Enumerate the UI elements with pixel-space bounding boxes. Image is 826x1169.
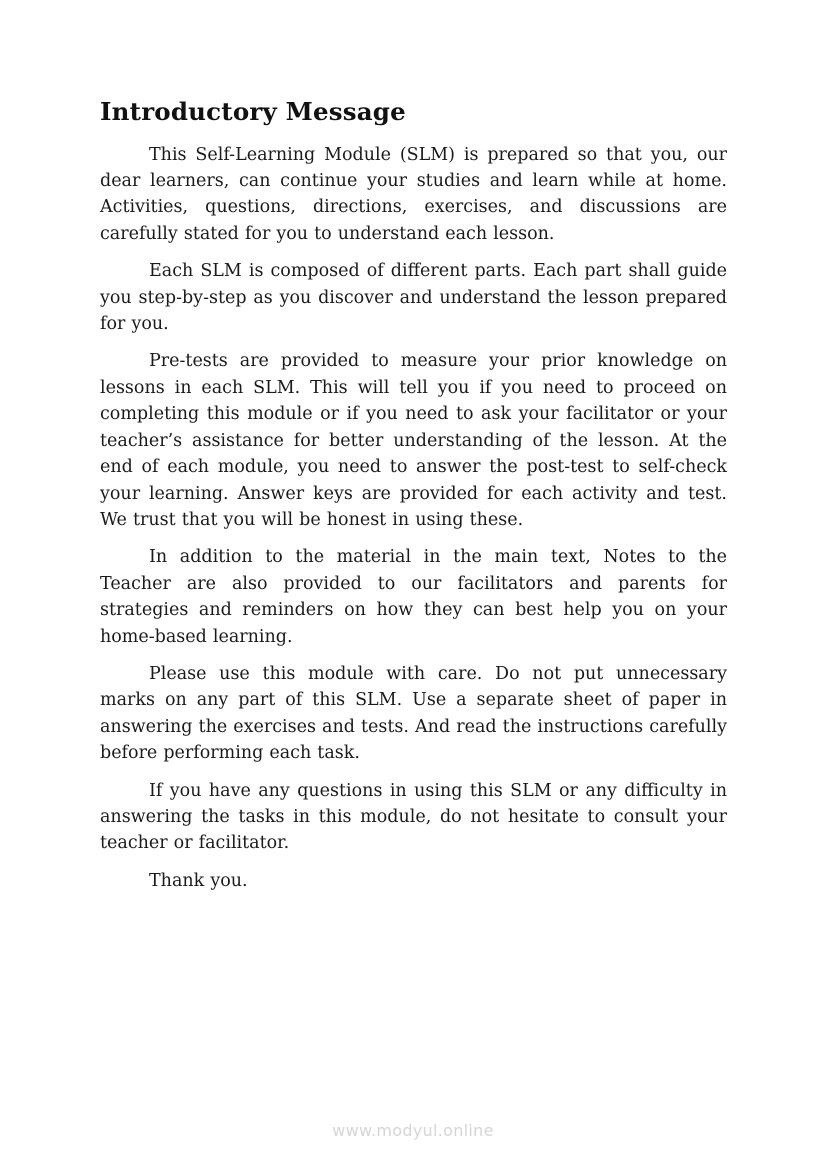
paragraph-pretests: Pre-tests are provided to measure your prior knowledge on lessons in each SLM. This will tell you if you need to proceed on completing this module or if you need to ask your facilitator or your teacher’s assistance for better understanding of the lesson. At the end of each module, you need to answer the post-test to self-check your learning. Answer keys are provided for each activity and test. We trust that you will be honest in using these. bbox=[100, 351, 727, 530]
document-content bbox=[100, 97, 727, 905]
page-footer bbox=[0, 1121, 826, 1140]
paragraph-slm-parts: Each SLM is composed of different parts. Each part shall guide you step-by-step as you discover and understand the lesson prepared for you. bbox=[100, 261, 727, 335]
paragraph-module-care: Please use this module with care. Do not put unnecessary marks on any part of this SLM. Use a separate sheet of paper in answering the exercises and tests. And read the instructions carefully before performing each task. bbox=[100, 663, 727, 764]
watermark-url: www.modyul.online bbox=[332, 1121, 494, 1140]
paragraph-notes-to-teacher: In addition to the material in the main text, Notes to the Teacher are also provided to our facilitators and parents for strategies and reminders on how they can best help you on your home-based learning. bbox=[100, 547, 727, 647]
paragraph-questions: If you have any questions in using this SLM or any difficulty in answering the tasks in this module, do not hesitate to consult your teacher or facilitator. bbox=[100, 780, 727, 854]
page-title: Introductory Message bbox=[100, 97, 406, 126]
paragraph-thank-you: Thank you. bbox=[149, 870, 248, 891]
paragraph-intro-slm: This Self-Learning Module (SLM) is prepared so that you, our dear learners, can continue your studies and learn while at home. Activities, questions, directions, exercises, and discussions are carefully stated for you to understand each lesson. bbox=[100, 144, 727, 244]
